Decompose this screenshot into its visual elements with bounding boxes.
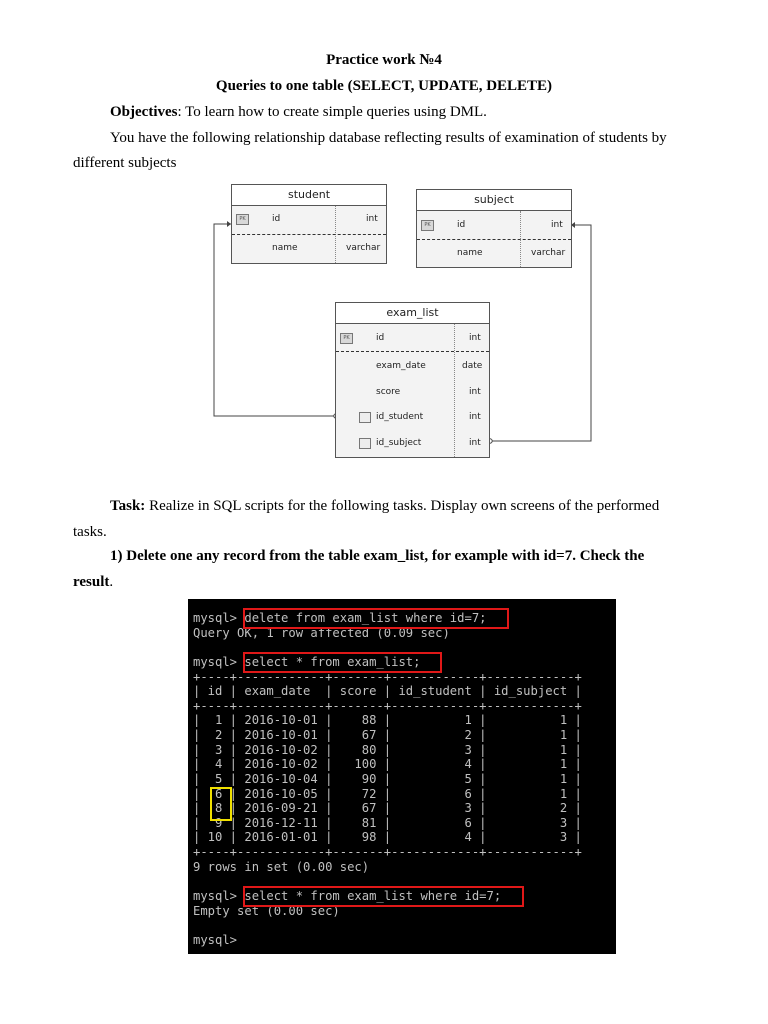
page-title: Practice work №4 (326, 52, 442, 68)
intro-line1: You have the following relationship database reflecting results of examination of students by (110, 130, 667, 146)
terminal-line: mysql> delete from exam_list where id=7; (193, 611, 487, 625)
query-highlight-box (243, 652, 442, 673)
terminal-line: | 3 | 2016-10-02 | 80 | 3 | 1 | (193, 743, 582, 757)
student-table-title: student (232, 185, 386, 206)
task-label: Task: (110, 498, 146, 514)
terminal-line: | 2 | 2016-10-01 | 67 | 2 | 1 | (193, 728, 582, 742)
exam-list-table-title: exam_list (336, 303, 489, 324)
terminal-line: mysql> select * from exam_list; (193, 655, 421, 669)
primary-key-icon: PK (421, 220, 434, 231)
exam-list-table (335, 302, 490, 458)
step1-dot: . (109, 574, 114, 590)
field-type: varchar (346, 243, 381, 253)
terminal-line: Query OK, 1 row affected (0.09 sec) (193, 626, 450, 640)
step1-line2: result (73, 574, 110, 590)
table-row (417, 242, 571, 266)
objectives-label: Objectives (110, 104, 178, 120)
subject-table-title: subject (417, 190, 571, 211)
task-line1 (110, 494, 693, 519)
foreign-key-icon (359, 438, 371, 449)
field-name: id (457, 220, 466, 230)
student-table (231, 184, 387, 264)
objectives-text: : To learn how to create simple queries using DML. (177, 104, 487, 120)
terminal-line: Empty set (0.00 sec) (193, 904, 340, 918)
key-separator (417, 239, 571, 240)
id-highlight-box (210, 787, 232, 821)
task-text: Realize in SQL scripts for the following tasks. Display own screens of the performed (145, 498, 660, 514)
field-type: int (551, 220, 563, 230)
field-type: int (469, 412, 481, 422)
field-name: id (272, 214, 281, 224)
table-row (336, 430, 489, 454)
terminal-line: +----+------------+-------+------------+------------+ (193, 845, 582, 859)
field-name: score (376, 387, 401, 397)
field-name: id_student (376, 412, 424, 422)
task-line2: tasks. (73, 524, 107, 540)
field-name: id_subject (376, 438, 422, 448)
field-type: date (462, 361, 483, 371)
field-type: int (469, 438, 481, 448)
terminal-line: | id | exam_date | score | id_student | id_subject | (193, 684, 582, 698)
mysql-terminal (188, 599, 616, 954)
field-type: int (469, 387, 481, 397)
terminal-line: | 4 | 2016-10-02 | 100 | 4 | 1 | (193, 757, 582, 771)
field-name: name (457, 248, 483, 258)
table-row (336, 404, 489, 428)
step1-line1: 1) Delete one any record from the table exam_list, for example with id=7. Check the (110, 548, 645, 564)
table-row (336, 379, 489, 403)
terminal-line: 9 rows in set (0.00 sec) (193, 860, 370, 874)
terminal-line: | 8 | 2016-09-21 | 67 | 3 | 2 | (193, 801, 582, 815)
table-row (232, 237, 386, 261)
field-name: exam_date (376, 361, 426, 371)
terminal-line: +----+------------+-------+------------+------------+ (193, 699, 582, 713)
subject-table (416, 189, 572, 268)
primary-key-icon: PK (236, 214, 249, 225)
terminal-line: +----+------------+-------+------------+------------+ (193, 670, 582, 684)
terminal-line: | 9 | 2016-12-11 | 81 | 6 | 3 | (193, 816, 582, 830)
terminal-line: | 6 | 2016-10-05 | 72 | 6 | 1 | (193, 787, 582, 801)
field-name: id (376, 333, 385, 343)
field-name: name (272, 243, 298, 253)
table-row (232, 206, 386, 232)
field-type: int (469, 333, 481, 343)
key-separator (336, 351, 489, 352)
table-row (336, 324, 489, 350)
key-separator (232, 234, 386, 235)
terminal-line: mysql> select * from exam_list where id=7; (193, 889, 502, 903)
query-highlight-box (243, 608, 509, 629)
table-row (417, 211, 571, 237)
page-subtitle: Queries to one table (SELECT, UPDATE, DELETE) (215, 78, 553, 94)
query-highlight-box (243, 886, 524, 907)
table-row (336, 353, 489, 377)
foreign-key-icon (359, 412, 371, 423)
primary-key-icon: PK (340, 333, 353, 344)
terminal-line: mysql> (193, 933, 238, 947)
terminal-line: | 1 | 2016-10-01 | 88 | 1 | 1 | (193, 713, 582, 727)
field-type: int (366, 214, 378, 224)
terminal-line: | 10 | 2016-01-01 | 98 | 4 | 3 | (193, 830, 582, 844)
intro-line2: different subjects (73, 155, 177, 171)
field-type: varchar (531, 248, 566, 258)
step1-line2-wrap (73, 570, 113, 595)
terminal-line: | 5 | 2016-10-04 | 90 | 5 | 1 | (193, 772, 582, 786)
